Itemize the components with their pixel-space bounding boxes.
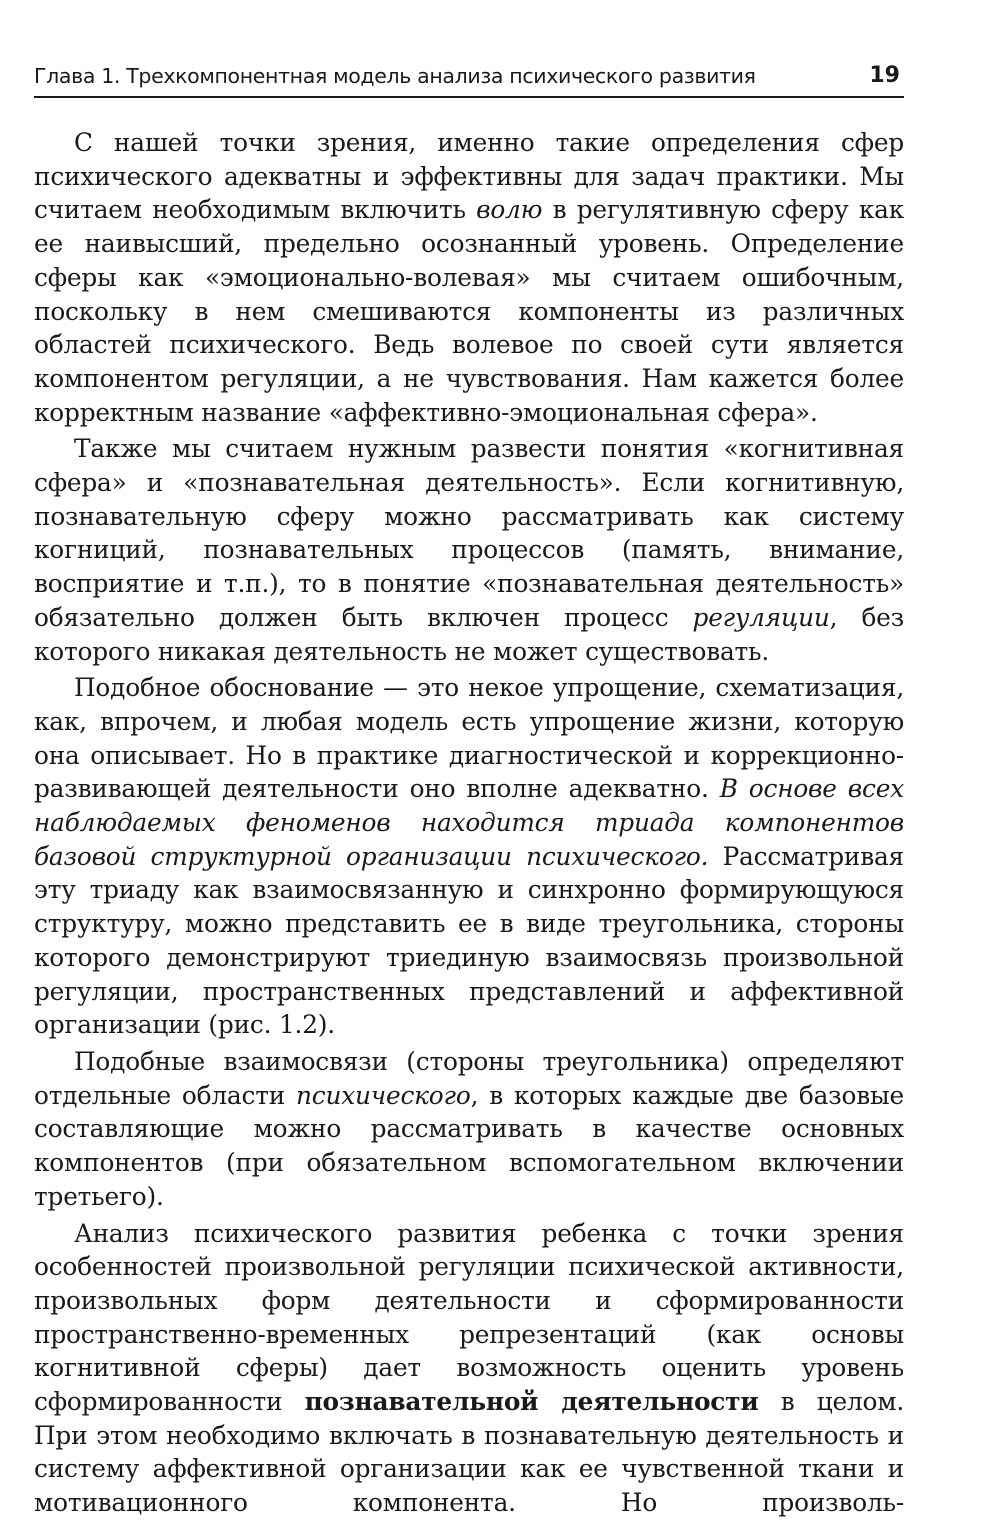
paragraph-text: , в которых каждые две базовые составляющие можно рассматривать в качестве основных компонентов (при обязательном вспомогательном включении третьего). [34,1080,904,1211]
italic-statement: В основе всех наблюдаемых феноменов находится триада компонентов базовой структурной организации психического. [34,774,904,871]
paragraph-1 [34,126,904,429]
paragraph-text: Подобные взаимосвязи (стороны треугольника) определяют отдельные области [34,1046,904,1110]
paragraph-text: Подобное обоснование — это некое упрощение, схематизация, как, впрочем, и любая модель есть упрощение жизни, которую она описывает. Но в практике диагностической и коррекционно-развивающей деятельности оно вполне адекватно. [34,673,904,804]
paragraph-4 [34,1045,904,1214]
body-text [34,126,904,1520]
paragraph-3 [34,671,904,1042]
paragraph-text: в регулятивную сферу как ее наивысший, предельно осознанный уровень. Определение сферы как «эмоционально-волевая» мы считаем ошибочным, поскольку в нем смешиваются компоненты из различных областей психического. Ведь волевое по своей сути является компонентом регуляции, а не чувствования. Нам кажется более корректным название «аффективно-эмоциональная сфера». [34,195,905,427]
running-header [34,62,904,98]
paragraph-2 [34,432,904,668]
chapter-title: Глава 1. Трехкомпонентная модель анализа психического развития [34,64,756,88]
italic-term: волю [476,195,543,225]
paragraph-text: , без которого никакая деятельность не может существовать. [34,602,904,666]
italic-term: психического [296,1080,471,1110]
book-page [34,62,905,1518]
paragraph-5 [34,1217,904,1520]
paragraph-text: в целом. При этом необходимо включать в познавательную деятельность и систему аффективной организации как ее чувственной ткани и мотивационного компонента. Но произволь- [34,1387,904,1518]
paragraph-text: Также мы считаем нужным развести понятия «когнитивная сфера» и «познавательная деятельность». Если когнитивную, познавательную сферу можно рассматривать как систему когниций, познавательных процессов (память, внимание, восприятие и т.п.), то в понятие «познавательная деятельность» обязательно должен быть включен процесс [34,434,904,632]
paragraph-text: Рассматривая эту триаду как взаимосвязанную и синхронно формирующуюся структуру, можно представить ее в виде треугольника, стороны которого демонстрируют триединую взаимосвязь произвольной регуляции, пространственных представлений и аффективной организации (рис. 1.2). [34,841,904,1040]
paragraph-text: Анализ психического развития ребенка с точки зрения особенностей произвольной регуляции психической активности, произвольных форм деятельности и сформированности пространственно-временных репрезентаций (как основы когнитивной сферы) дает возможность оценить уровень сформированности [34,1218,904,1417]
paragraph-text: С нашей точки зрения, именно такие определения сфер психического адекватны и эффективны для задач практики. Мы считаем необходимым включить [34,128,904,225]
page-number: 19 [869,63,900,88]
italic-term: регуляции [692,602,830,632]
bold-term: познавательной деятельности [304,1387,759,1417]
